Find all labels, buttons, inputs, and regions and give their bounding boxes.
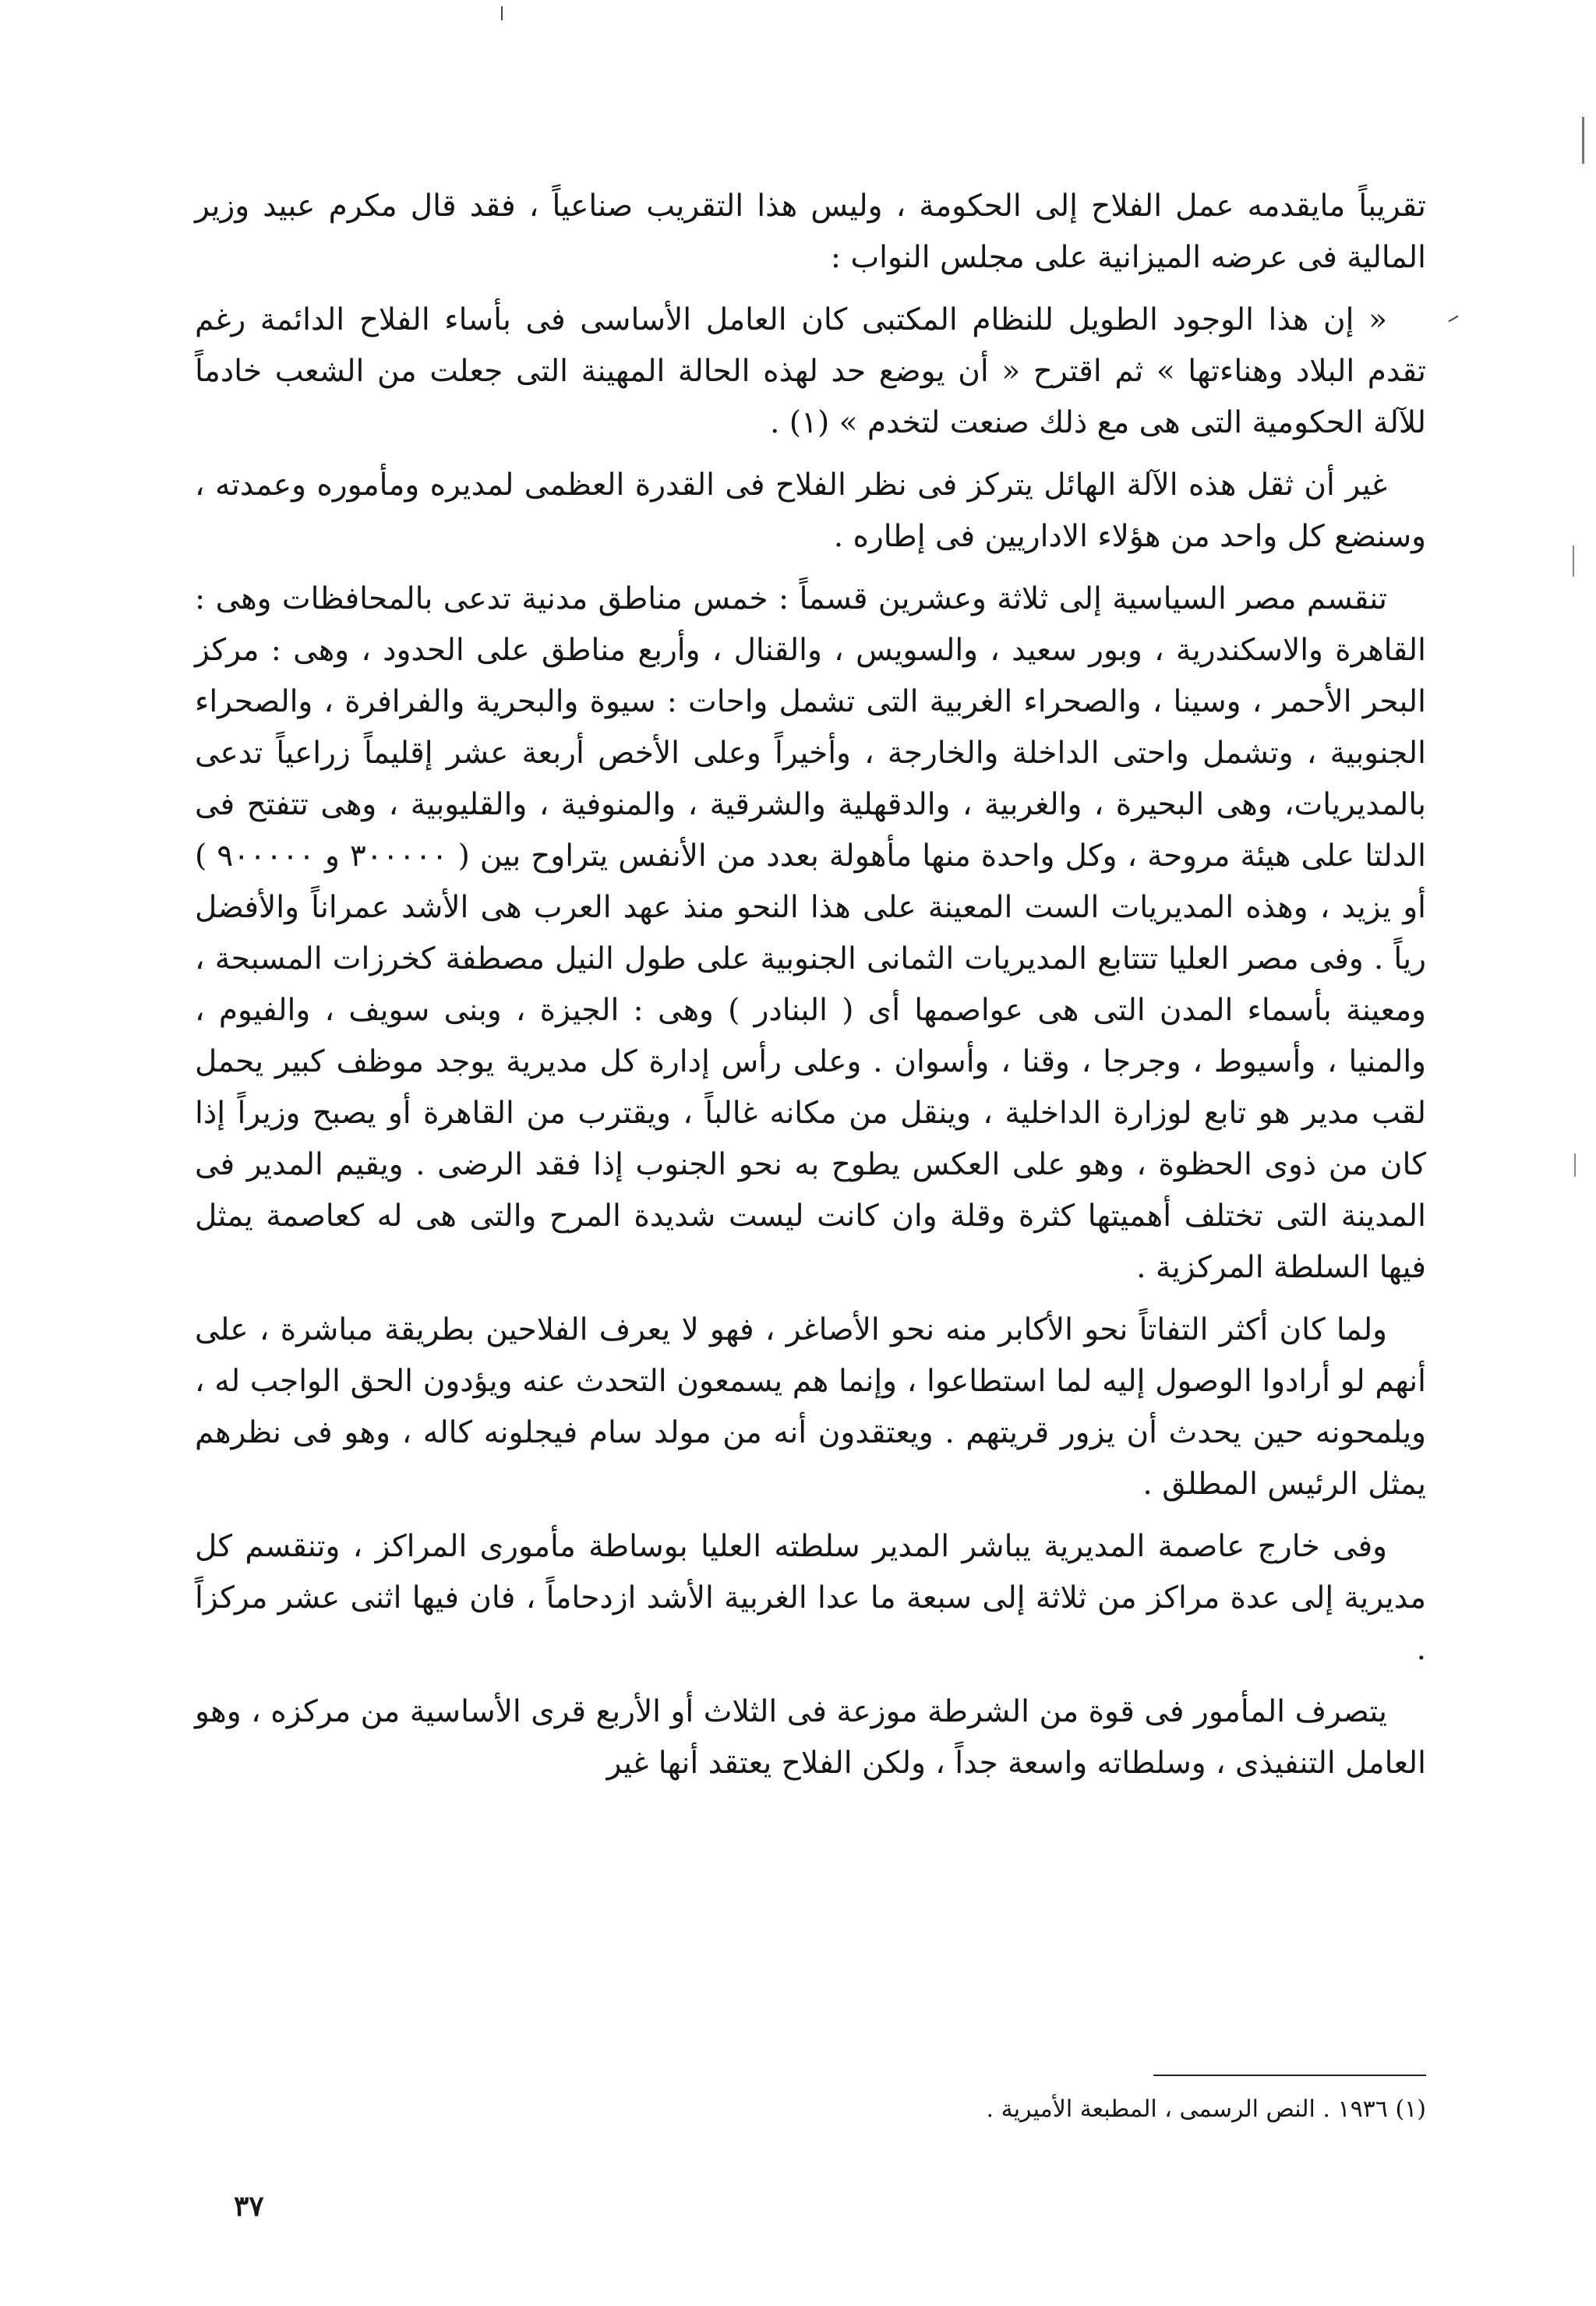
footnote: (١) ١٩٣٦ . النص الرسمى ، المطبعة الأميرية . — [986, 2096, 1426, 2123]
body-text — [195, 181, 1426, 1800]
scan-speck — [1582, 117, 1584, 164]
paragraph: غير أن ثقل هذه الآلة الهائل يتركز فى نظر الفلاح فى القدرة العظمى لمديره ومأموره وعمدته ، وسنضع كل واحد من هؤلاء الاداريين فى إطاره . — [195, 468, 1426, 554]
paragraph: يتصرف المأمور فى قوة من الشرطة موزعة فى الثلاث أو الأربع قرى الأساسية من مركزه ، وهو العامل التنفيذى ، وسلطاته واسعة جداً ، ولكن الفلاح يعتقد أنها غير — [195, 1694, 1426, 1781]
paragraph: ولما كان أكثر التفاتاً نحو الأكابر منه نحو الأصاغر ، فهو لا يعرف الفلاحين بطريقة مباشرة ، على أنهم لو أرادوا الوصول إليه لما استطاعوا ، وإنما هم يسمعون التحدث عنه ويؤدون الحق الواجب له ، ويلمحونه حين يحدث أن يزور قريتهم . ويعتقدون أنه من مولد سام فيجلونه كاله ، وهو فى نظرهم يمثل الرئيس المطلق . — [195, 1312, 1426, 1502]
page-number: ٣٧ — [234, 2190, 264, 2223]
quote-paragraph: « إن هذا الوجود الطويل للنظام المكتبى كان العامل الأساسى فى بأساء الفلاح الدائمة رغم تقدم البلاد وهناءتها » ثم اقترح « أن يوضع حد لهذه الحالة المهينة التى جعلت من الشعب خادماً للآلة الحكومية التى هى مع ذلك صنعت لتخدم » (١) . — [195, 302, 1426, 440]
paragraph: تقريباً مايقدمه عمل الفلاح إلى الحكومة ، وليس هذا التقريب صناعياً ، فقد قال مكرم عبيد وزير المالية فى عرضه الميزانية على مجلس النواب : — [195, 189, 1426, 275]
scan-speck — [501, 6, 503, 20]
scan-speck — [1448, 316, 1458, 323]
paragraph: وفى خارج عاصمة المديرية يباشر المدير سلطته العليا بوساطة مأمورى المراكز ، وتنقسم كل مديرية إلى عدة مراكز من ثلاثة إلى سبعة ما عدا الغربية الأشد ازدحاماً ، فان فيها اثنى عشر مركزاً . — [195, 1529, 1426, 1667]
scan-speck — [1574, 1153, 1576, 1177]
scan-speck — [1573, 546, 1574, 577]
paragraph: تنقسم مصر السياسية إلى ثلاثة وعشرين قسماً : خمس مناطق مدنية تدعى بالمحافظات وهى : القاهرة والاسكندرية ، وبور سعيد ، والسويس ، والقنال ، وأربع مناطق على الحدود ، وهى : مركز البحر الأحمر ، وسينا ، والصحراء الغربية التى تشمل واحات : سيوة والبحرية والفرافرة ، والصحراء الجنوبية ، وتشمل واحتى الداخلة والخارجة ، وأخيراً وعلى الأخص أربعة عشر إقليماً زراعياً تدعى بالمديريات، وهى البحيرة ، والغربية ، والدقهلية والشرقية ، والمنوفية ، والقليوبية ، وهى تتفتح فى الدلتا على هيئة مروحة ، وكل واحدة منها مأهولة بعدد من الأنفس يتراوح بين ( ٣٠٠٠٠٠ و ٩٠٠٠٠٠ ) أو يزيد ، وهذه المديريات الست المعينة على هذا النحو منذ عهد العرب هى الأشد عمراناً والأفضل رياً . وفى مصر العليا تتتابع المديريات الثمانى الجنوبية على طول النيل مصطفة كخرزات المسبحة ، ومعينة بأسماء المدن التى هى عواصمها أى ( البنادر ) وهى : الجيزة ، وبنى سويف ، والفيوم ، والمنيا ، وأسيوط ، وجرجا ، وقنا ، وأسوان . وعلى رأس إدارة كل مديرية يوجد موظف كبير يحمل لقب مدير هو تابع لوزارة الداخلية ، وينقل من مكانه غالباً ، ويقترب من القاهرة أو يصبح وزيراً إذا كان من ذوى الحظوة ، وهو على العكس يطوح به نحو الجنوب إذا فقد الرضى . ويقيم المدير فى المدينة التى تختلف أهميتها كثرة وقلة وان كانت ليست شديدة المرح والتى هى له كعاصمة يمثل فيها السلطة المركزية . — [195, 581, 1426, 1285]
footnote-divider — [1153, 2075, 1426, 2076]
